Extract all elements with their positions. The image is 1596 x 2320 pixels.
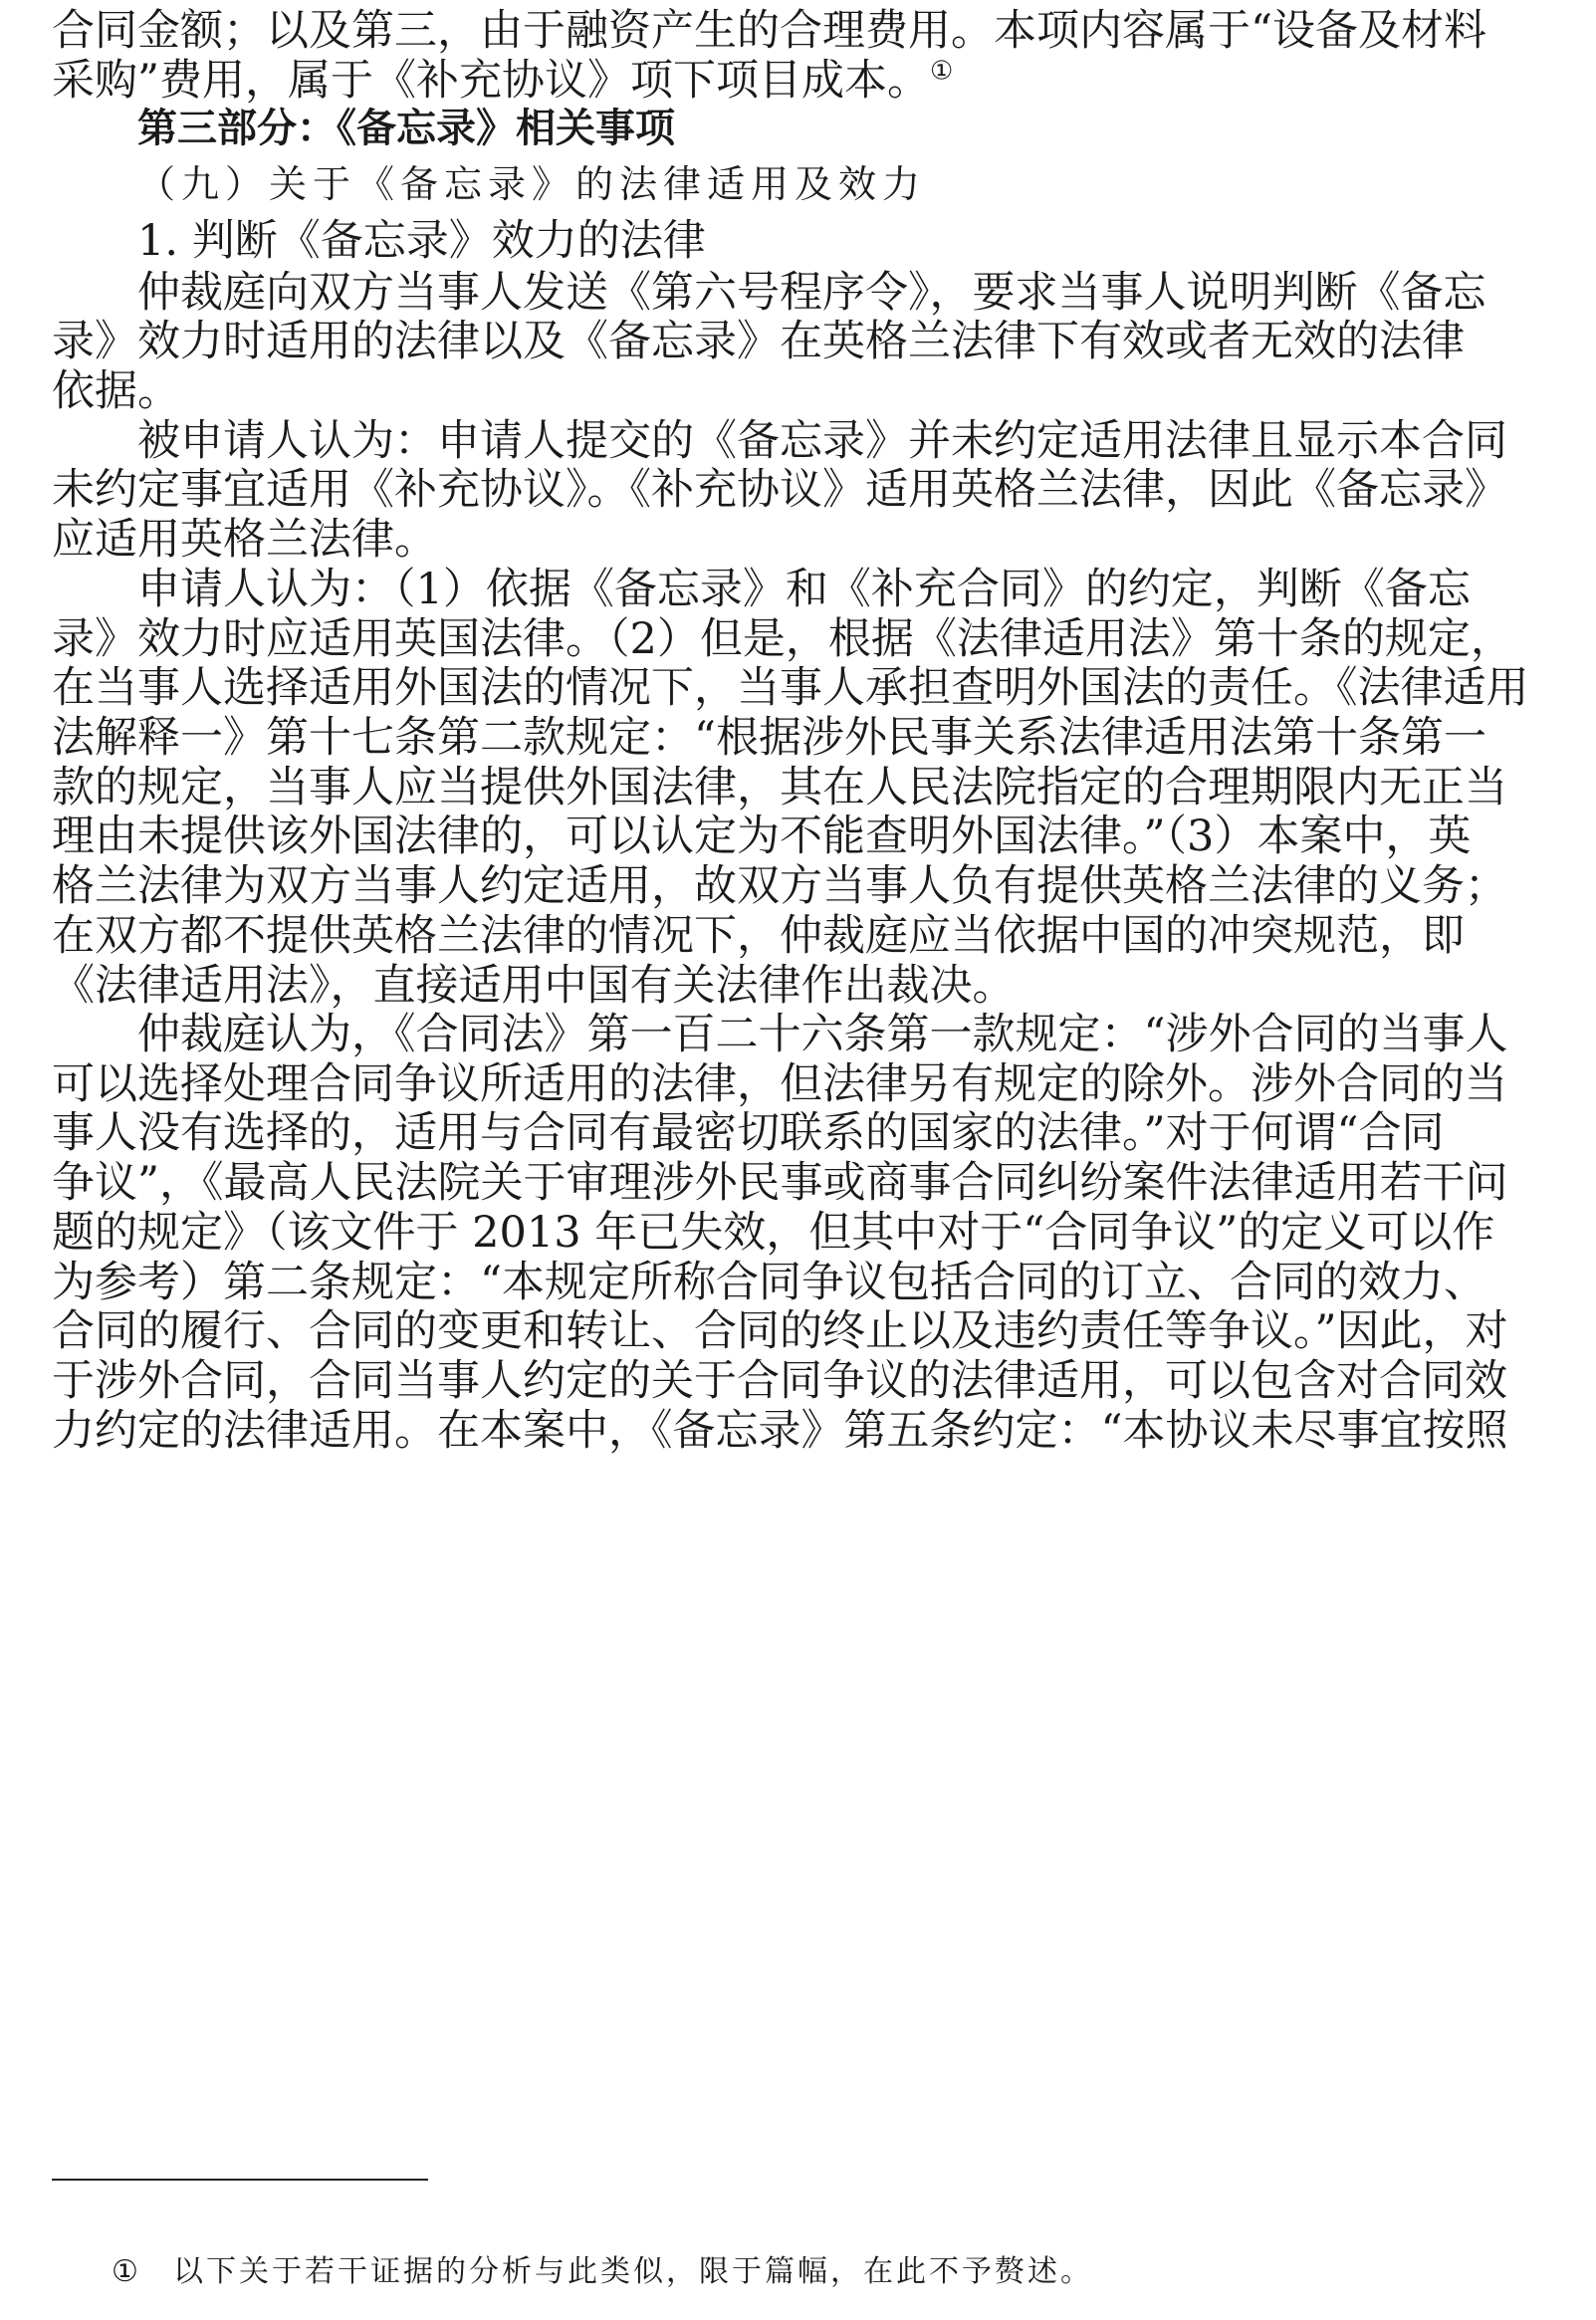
footnote-reference[interactable]: ① (929, 56, 954, 87)
paragraph-line: 未约定事宜适用《补充协议》。《补充协议》适用英格兰法律，因此《备忘录》 (52, 465, 1507, 515)
paragraph-line: 力约定的法律适用。在本案中，《备忘录》第五条约定：“本协议未尽事宜按照 (52, 1406, 1508, 1456)
body-line-text: 采购”费用，属于《补充协议》项下项目成本。 (52, 56, 930, 106)
paragraph-line: 申请人认为：（1）依据《备忘录》和《补充合同》的约定，判断《备忘 (137, 565, 1471, 614)
paragraph-line: 在当事人选择适用外国法的情况下，当事人承担查明外国法的责任。《法律适用 (52, 663, 1529, 713)
footnote (112, 2252, 1093, 2292)
paragraph-line: 被申请人认为：申请人提交的《备忘录》并未约定适用法律且显示本合同 (137, 416, 1507, 466)
paragraph-line: 法解释一》第十七条第二款规定：“根据涉外民事关系法律适用法第十条第一 (52, 713, 1486, 763)
paragraph-line: 仲裁庭认为，《合同法》第一百二十六条第一款规定：“涉外合同的当事人 (137, 1010, 1508, 1059)
paragraph-line: 合同的履行、合同的变更和转让、合同的终止以及违约责任等争议。”因此，对 (52, 1306, 1508, 1356)
paragraph-line: 题的规定》（该文件于 2013 年已失效，但其中对于“合同争议”的定义可以作 (52, 1208, 1495, 1258)
paragraph-line: 在双方都不提供英格兰法律的情况下，仲裁庭应当依据中国的冲突规范，即 (52, 911, 1465, 961)
paragraph-line: 于涉外合同，合同当事人约定的关于合同争议的法律适用，可以包含对合同效 (52, 1356, 1507, 1406)
paragraph-line: 依据。 (52, 366, 180, 416)
footnote-divider (52, 2179, 428, 2181)
paragraph-line: 理由未提供该外国法律的，可以认定为不能查明外国法律。”（3）本案中，英 (52, 812, 1472, 861)
paragraph-line: 款的规定，当事人应当提供外国法律，其在人民法院指定的合理期限内无正当 (52, 763, 1507, 812)
item-title: 1. 判断《备忘录》效力的法律 (137, 216, 706, 266)
paragraph-line: 《法律适用法》，直接适用中国有关法律作出裁决。 (52, 961, 1016, 1011)
body-line: 合同金额；以及第三，由于融资产生的合理费用。本项内容属于“设备及材料 (52, 6, 1486, 56)
paragraph-line: 仲裁庭向双方当事人发送《第六号程序令》，要求当事人说明判断《备忘 (137, 268, 1486, 318)
paragraph-line: 争议”，《最高人民法院关于审理涉外民事或商事合同纠纷案件法律适用若干问 (52, 1158, 1508, 1208)
footnote-text: 以下关于若干证据的分析与此类似，限于篇幅，在此不予赘述。 (173, 2254, 1093, 2289)
paragraph-line: 应适用英格兰法律。 (52, 515, 437, 565)
subsection-title: （九）关于《备忘录》的法律适用及效力 (137, 162, 927, 206)
paragraph-line: 格兰法律为双方当事人约定适用，故双方当事人负有提供英格兰法律的义务； (52, 861, 1507, 911)
paragraph-line: 录》效力时适用的法律以及《备忘录》在英格兰法律下有效或者无效的法律 (52, 317, 1465, 366)
footnote-mark: ① (112, 2254, 141, 2289)
paragraph-line: 事人没有选择的，适用与合同有最密切联系的国家的法律。”对于何谓“合同 (52, 1108, 1445, 1158)
paragraph-line: 为参考）第二条规定：“本规定所称合同争议包括合同的订立、合同的效力、 (52, 1258, 1486, 1307)
paragraph-line: 录》效力时应适用英国法律。（2）但是，根据《法律适用法》第十条的规定， (52, 614, 1513, 664)
paragraph-line: 可以选择处理合同争议所适用的法律，但法律另有规定的除外。涉外合同的当 (52, 1059, 1507, 1109)
section-title: 第三部分：《备忘录》相关事项 (137, 106, 675, 151)
